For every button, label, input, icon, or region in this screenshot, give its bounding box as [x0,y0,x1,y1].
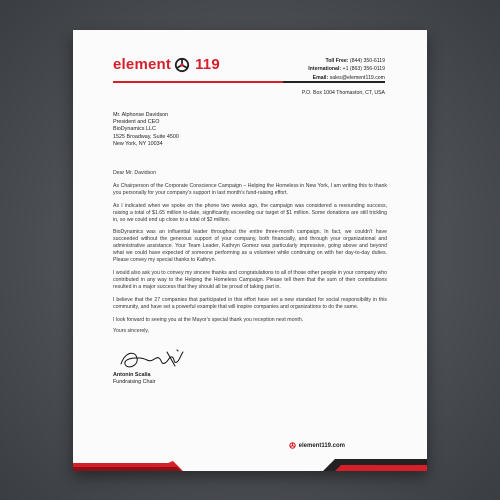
brand-number: 119 [195,56,220,73]
recipient-address [113,112,179,148]
po-box: P.O. Box 1004 Thomaston, CT, USA [301,90,385,96]
paragraph: BioDynamics was an influential leader throughout the entire three-month campaign. In fact, we couldn't have succeeded without the generous support of your company, both financially, and through your organizational and administrative assistance. Your Team Leader, Kathryn Gomez was particularly impressive, going above and beyond what we could have expected of someone performing as a volunteer while continuing on with her day-to-day duties. Please convey my special thanks to Kathryn. [113,229,387,264]
brand-logo [113,56,220,73]
signer-title: Fundraising Chair [113,379,156,386]
contact-international: International: +1 (863) 356-0119 [308,66,385,73]
recipient-line: Mr. Alphonse Davidson [113,112,169,118]
closing: Yours sincerely, [113,328,150,334]
recipient-line: President and CEO [113,119,160,126]
recipient-line: 1525 Broadway, Suite 4500 [113,133,179,140]
letter-sheet [73,30,427,471]
element-mark-icon [289,442,296,449]
element-mark-icon [174,57,190,73]
contact-block [308,57,385,82]
signer-block [113,372,156,386]
website-text: element119.com [298,442,345,449]
header-rule-dark [283,81,385,83]
paragraph: I believe that the 27 companies that participated in this effort have set a new standard for social responsibility in this community, and have set a powerful example that will inspire companies and organizations to do the same. [113,296,387,310]
paragraph: I would also ask you to convey my sincere thanks and congratulations to all of those other people in your company who contributed in any way to the Helping the Homeless Campaign. Please tell them that the sum of their contributions resulted in a major success that they should all be proud of taking part in. [113,269,387,290]
brand-word: element [113,56,172,73]
contact-toll-free: Toll Free: (844) 350-6119 [325,58,385,64]
paragraph: As I indicated when we spoke on the phone two weeks ago, the campaign was considered a resounding success, raising a total of $1.65 million to-date, significantly exceeding our target of $1 million. Some donations are still trickling in, so we could end up close to a total of $2 million. [113,202,387,223]
paragraph: I look forward to seeing you at the Mayor's special thank you reception next month. [113,316,304,323]
contact-email: Email: sales@element119.com [312,74,385,81]
letter-body [113,170,387,329]
paragraph: As Chairperson of the Corporate Conscience Campaign – Helping the Homeless in New York, I am writing this to thank you personally for your company's support in last month's fund-raising effort. [113,182,387,196]
salutation: Dear Mr. Davidson [113,170,156,176]
recipient-line: New York, NY 10034 [113,140,163,147]
recipient-line: BioDynamics LLC [113,126,156,133]
footer-website [289,442,345,449]
handwritten-signature [117,342,187,376]
footer-band [73,441,427,471]
signer-name: Antonin Scalia [113,372,151,378]
